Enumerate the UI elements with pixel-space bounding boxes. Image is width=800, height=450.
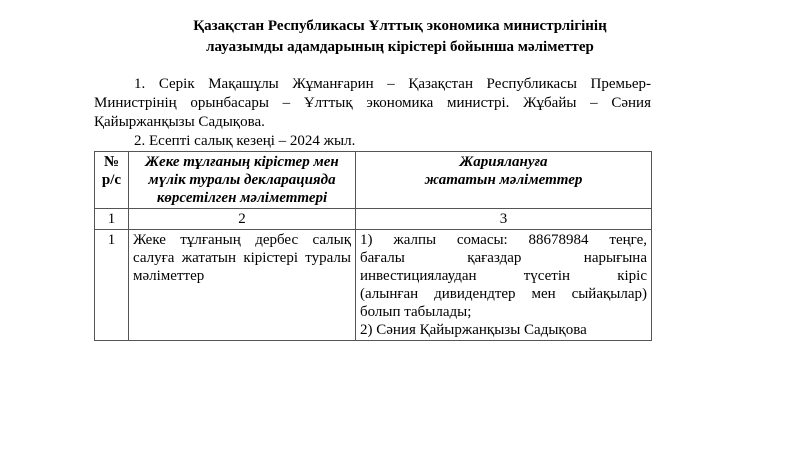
document-title-line-1: Қазақстан Республикасы Ұлттық экономика министрлігінің (193, 18, 607, 34)
numbering-cell-1: 1 (95, 209, 129, 230)
income-info-table (94, 151, 652, 341)
header-declared-info-cell (129, 152, 356, 209)
numbering-cell-2: 2 (129, 209, 356, 230)
details-line-3: инвестициялаудан түсетін кіріс (360, 268, 647, 284)
header-declared-line-3: көрсетілген мәліметтері (156, 190, 328, 206)
header-number-sign: № (103, 154, 120, 170)
table-row (95, 230, 652, 341)
header-number-cell (95, 152, 129, 209)
details-line-4: (алынған дивидендтер мен сыйақылар) (360, 286, 647, 302)
header-published-line-1: Жариялануға (459, 154, 548, 170)
header-number-abbr: р/с (101, 172, 122, 188)
paragraph-official: 1. Серік Мақашұлы Жұманғарин – Қазақстан Республикасы Премьер-Министрінің орынбасары – Ұлттық экономика министрі. Жұбайы – Сәния Қайыржанқызы Садықова. (94, 76, 651, 130)
table-header-row (95, 152, 652, 209)
header-declared-line-1: Жеке тұлғаның кірістер мен (145, 154, 339, 170)
header-published-info-cell (356, 152, 652, 209)
details-line-2: бағалы қағаздар нарығына (360, 250, 647, 266)
document-title-line-2: лауазымды адамдарының кірістері бойынша мәліметтер (206, 39, 594, 55)
table-numbering-row (95, 209, 652, 230)
header-declared-line-2: мүлік туралы декларацияда (148, 172, 336, 188)
header-published-line-2: жататын мәліметтер (424, 172, 583, 188)
details-line-6: 2) Сәния Қайыржанқызы Садықова (360, 322, 587, 338)
details-line-1: 1) жалпы сомасы: 88678984 теңге, (360, 232, 647, 248)
row-description-cell: Жеке тұлғаның дербес салық салуға жататын кірістері туралы мәліметтер (129, 230, 356, 341)
document-title (0, 16, 800, 58)
row-number-cell: 1 (95, 230, 129, 341)
details-line-5: болып табылады; (360, 304, 472, 320)
numbering-cell-3: 3 (356, 209, 652, 230)
row-details-cell (356, 230, 652, 341)
paragraph-tax-period: 2. Есепті салық кезеңі – 2024 жыл. (134, 133, 356, 149)
